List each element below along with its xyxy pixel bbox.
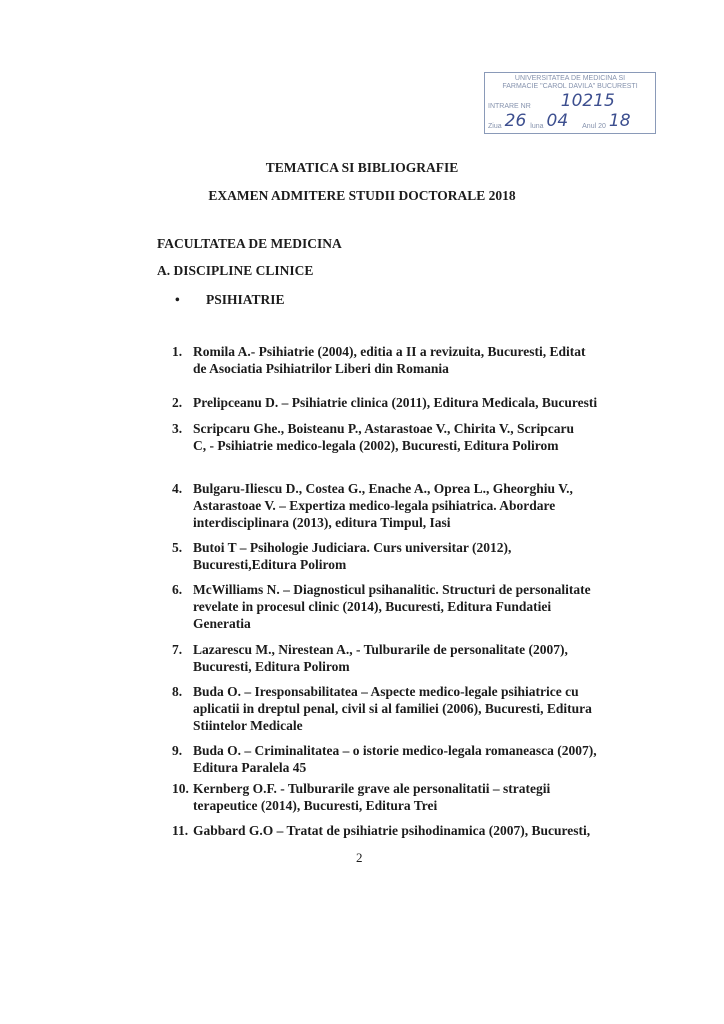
item-line: Scripcaru Ghe., Boisteanu P., Astarastoae V., Chirita V., Scripcaru bbox=[193, 421, 575, 436]
item-line: C, - Psihiatrie medico-legala (2002), Bucuresti, Editura Polirom bbox=[193, 438, 559, 453]
item-line: McWilliams N. – Diagnosticul psihanalitic. Structuri de personalitate bbox=[193, 582, 591, 597]
item-number: 3. bbox=[172, 421, 183, 436]
item-line: Editura Paralela 45 bbox=[193, 760, 307, 775]
item-text bbox=[193, 780, 550, 814]
stamp-row bbox=[488, 83, 652, 91]
item-line: aplicatii in dreptul penal, civil si al familiei (2006), Bucuresti, Editura bbox=[193, 701, 592, 716]
item-line: Prelipceanu D. – Psihiatrie clinica (2011), Editura Medicala, Bucuresti bbox=[193, 395, 598, 410]
item-text bbox=[193, 641, 568, 675]
item-line: Bucuresti, Editura Polirom bbox=[193, 659, 350, 674]
document-title: TEMATICA SI BIBLIOGRAFIE bbox=[265, 160, 459, 175]
item-number: 10. bbox=[172, 781, 189, 796]
discipline-heading: PSIHIATRIE bbox=[206, 292, 285, 307]
item-number: 1. bbox=[172, 344, 183, 359]
item-line: Buda O. – Iresponsabilitatea – Aspecte medico-legale psihiatrice cu bbox=[193, 684, 579, 699]
stamp-day: 26 bbox=[504, 111, 527, 131]
item-number: 6. bbox=[172, 582, 183, 597]
stamp-row bbox=[488, 91, 652, 111]
item-text bbox=[193, 822, 590, 839]
document-subtitle: EXAMEN ADMITERE STUDII DOCTORALE 2018 bbox=[208, 188, 516, 203]
item-line: Butoi T – Psihologie Judiciara. Curs universitar (2012), bbox=[193, 540, 512, 555]
item-line: Generatia bbox=[193, 616, 251, 631]
item-line: Romila A.- Psihiatrie (2004), editia a II a revizuita, Bucuresti, Editat bbox=[193, 344, 586, 359]
item-line: Buda O. – Criminalitatea – o istorie medico-legala romaneasca (2007), bbox=[193, 743, 597, 758]
stamp-institution-line1: UNIVERSITATEA DE MEDICINA SI bbox=[514, 75, 626, 82]
stamp-institution-line2: FARMACIE "CAROL DAVILA" BUCURESTI bbox=[502, 83, 638, 90]
item-number: 8. bbox=[172, 684, 183, 699]
item-text bbox=[193, 394, 597, 411]
stamp-entry-number: 10215 bbox=[560, 91, 615, 111]
item-line: Kernberg O.F. - Tulburarile grave ale personalitatii – strategii bbox=[193, 781, 551, 796]
stamp-month: 04 bbox=[546, 111, 569, 131]
item-number: 4. bbox=[172, 481, 183, 496]
item-line: revelate in procesul clinic (2014), Bucuresti, Editura Fundatiei bbox=[193, 599, 552, 614]
item-number: 5. bbox=[172, 540, 183, 555]
item-line: Lazarescu M., Nirestean A., - Tulburarile de personalitate (2007), bbox=[193, 642, 568, 657]
item-line: Gabbard G.O – Tratat de psihiatrie psihodinamica (2007), Bucuresti, bbox=[193, 823, 591, 838]
item-text bbox=[193, 480, 573, 531]
stamp-day-label: Ziua bbox=[488, 123, 502, 130]
item-text bbox=[193, 539, 511, 573]
item-text bbox=[193, 581, 591, 632]
item-line: Astarastoae V. – Expertiza medico-legala psihiatrica. Abordare bbox=[193, 498, 556, 513]
item-text bbox=[193, 683, 592, 734]
stamp-year-label: Anul 20 bbox=[582, 123, 606, 130]
item-line: Stiintelor Medicale bbox=[193, 718, 303, 733]
stamp-entry-label: INTRARE NR bbox=[488, 103, 531, 110]
registration-stamp bbox=[484, 72, 656, 134]
item-text bbox=[193, 343, 585, 377]
faculty-heading: FACULTATEA DE MEDICINA bbox=[157, 236, 342, 251]
stamp-year: 18 bbox=[608, 111, 631, 131]
item-line: Bulgaru-Iliescu D., Costea G., Enache A., Oprea L., Gheorghiu V., bbox=[193, 481, 573, 496]
page-number: 2 bbox=[356, 850, 363, 865]
item-text bbox=[193, 420, 574, 454]
item-number: 11. bbox=[172, 823, 189, 838]
item-line: de Asociatia Psihiatrilor Liberi din Romania bbox=[193, 361, 449, 376]
stamp-month-label: luna bbox=[530, 123, 544, 130]
item-number: 9. bbox=[172, 743, 183, 758]
item-line: terapeutice (2014), Bucuresti, Editura Trei bbox=[193, 798, 438, 813]
stamp-row bbox=[488, 75, 652, 83]
bullet: • bbox=[175, 292, 180, 307]
item-line: Bucuresti,Editura Polirom bbox=[193, 557, 347, 572]
stamp-row bbox=[488, 111, 652, 131]
item-number: 2. bbox=[172, 395, 183, 410]
section-heading: A. DISCIPLINE CLINICE bbox=[157, 263, 314, 278]
item-text bbox=[193, 742, 597, 776]
item-number: 7. bbox=[172, 642, 183, 657]
item-line: interdisciplinara (2013), editura Timpul, Iasi bbox=[193, 515, 451, 530]
